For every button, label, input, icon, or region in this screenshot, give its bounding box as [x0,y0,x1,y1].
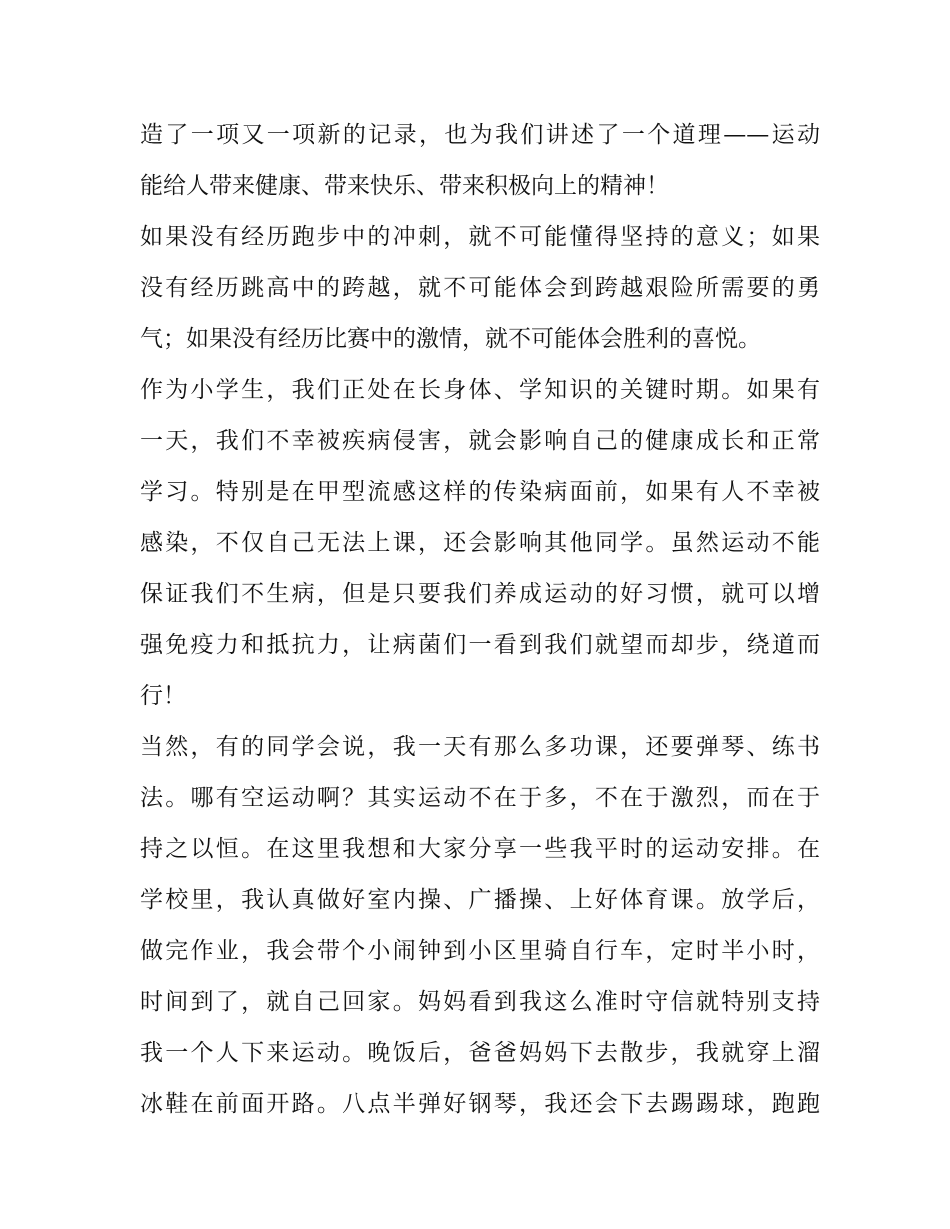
text-line: 一天，我们不幸被疾病侵害，就会影响自己的健康成长和正常 [140,428,820,454]
text-line: 做完作业，我会带个小闹钟到小区里骑自行车，定时半小时， [140,938,820,964]
text-line: 造了一项又一项新的记录，也为我们讲述了一个道理——运动 [140,122,820,148]
text-line: 学习。特别是在甲型流感这样的传染病面前，如果有人不幸被 [140,479,820,505]
text-line: 冰鞋在前面开路。八点半弹好钢琴，我还会下去踢踢球，跑跑 [140,1091,820,1117]
text-line: 强免疫力和抵抗力，让病菌们一看到我们就望而却步，绕道而 [140,632,820,658]
text-line: 气；如果没有经历比赛中的激情，就不可能体会胜利的喜悦。 [140,326,761,352]
text-line: 持之以恒。在这里我想和大家分享一些我平时的运动安排。在 [140,836,820,862]
text-line: 时间到了，就自己回家。妈妈看到我这么准时守信就特别支持 [140,989,820,1015]
text-line: 行！ [140,683,186,709]
text-line: 作为小学生，我们正处在长身体、学知识的关键时期。如果有 [140,377,820,403]
text-line: 感染，不仅自己无法上课，还会影响其他同学。虽然运动不能 [140,530,820,556]
text-line: 当然，有的同学会说，我一天有那么多功课，还要弹琴、练书 [140,734,820,760]
text-line: 学校里，我认真做好室内操、广播操、上好体育课。放学后， [140,887,820,913]
text-line: 我一个人下来运动。晚饭后，爸爸妈妈下去散步，我就穿上溜 [140,1040,820,1066]
text-line: 如果没有经历跑步中的冲刺，就不可能懂得坚持的意义；如果 [140,224,820,250]
text-line: 没有经历跳高中的跨越，就不可能体会到跨越艰险所需要的勇 [140,275,820,301]
body-text [140,110,820,1130]
text-line: 能给人带来健康、带来快乐、带来积极向上的精神！ [140,173,669,199]
text-line: 保证我们不生病，但是只要我们养成运动的好习惯，就可以增 [140,581,820,607]
text-line: 法。哪有空运动啊？其实运动不在于多，不在于激烈，而在于 [140,785,820,811]
